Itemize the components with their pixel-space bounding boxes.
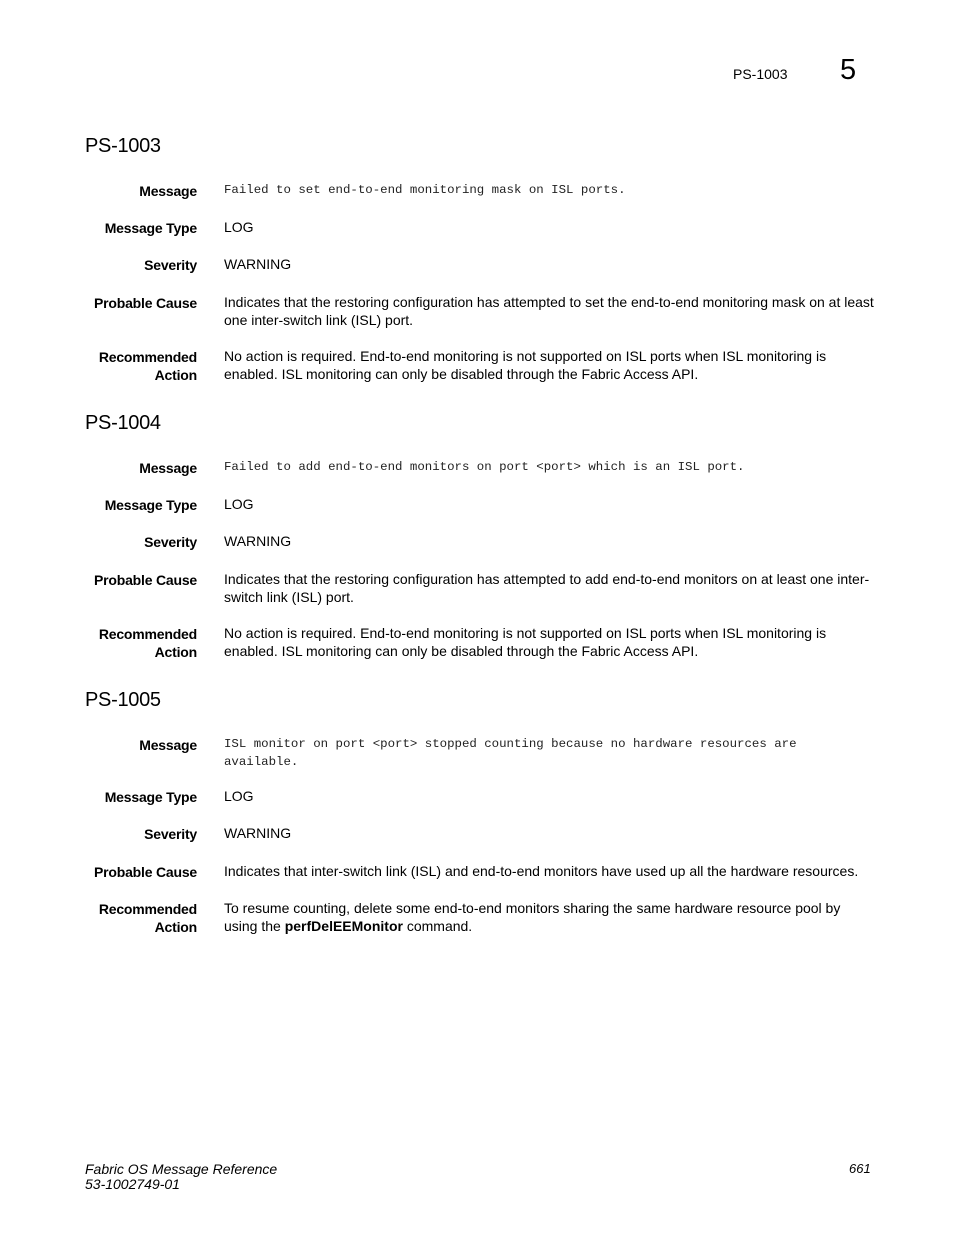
severity-label: Severity [144,534,197,550]
severity-value: WARNING [224,533,292,549]
severity-label: Severity [144,826,197,842]
message-label: Message [139,183,197,199]
chapter-number: 5 [840,54,857,86]
recommended-label-line1: Recommended [98,901,197,917]
message-label: Message [139,737,197,753]
running-head [0,54,954,94]
message-type-value: LOG [224,788,254,804]
recommended-label-line1: Recommended [98,349,197,365]
message-type-value: LOG [224,496,254,512]
message-text: Failed to set end-to-end monitoring mask on ISL ports. [224,183,626,197]
recommended-action-text: No action is required. End-to-end monitoring is not supported on ISL ports when ISL monitoring is enabled. ISL monitoring can only be disabled through the Fabric Access API. [224,625,827,659]
message-type-label: Message Type [104,789,197,805]
recommended-action-label [60,348,197,384]
recommended-action-text [224,900,874,935]
recommended-action-label [60,900,197,936]
severity-label: Severity [144,257,197,273]
recommended-action-label [60,625,197,661]
section-title: PS-1003 [85,135,161,157]
probable-cause-label: Probable Cause [93,295,197,311]
message-label: Message [139,460,197,476]
recommended-action-pre: To resume counting, delete some end-to-end monitors sharing the same hardware resource pool by using the [224,900,841,934]
probable-cause-text: Indicates that the restoring configuration has attempted to add end-to-end monitors on at least one inter-switch link (ISL) port. [224,571,870,605]
running-head-label: PS-1003 [733,66,788,82]
message-type-label: Message Type [104,220,197,236]
message-type-label: Message Type [104,497,197,513]
probable-cause-text: Indicates that inter-switch link (ISL) and end-to-end monitors have used up all the hardware resources. [224,863,859,879]
recommended-label-line2: Action [154,919,197,935]
recommended-label-line1: Recommended [98,626,197,642]
footer-doc-title: Fabric OS Message Reference [85,1161,278,1177]
footer-page-number: 661 [849,1161,871,1176]
probable-cause-label: Probable Cause [93,864,197,880]
recommended-action-post: command. [402,917,473,934]
message-text: ISL monitor on port <port> stopped counting because no hardware resources are available. [224,737,797,769]
probable-cause-label: Probable Cause [93,572,197,588]
section-title: PS-1004 [85,412,161,434]
command-name: perfDelEEMonitor [284,917,403,934]
severity-value: WARNING [224,825,292,841]
footer-doc-number: 53-1002749-01 [85,1176,180,1192]
recommended-label-line2: Action [154,644,197,660]
message-type-value: LOG [224,219,254,235]
recommended-label-line2: Action [154,367,197,383]
recommended-action-text: No action is required. End-to-end monitoring is not supported on ISL ports when ISL monitoring is enabled. ISL monitoring can only be disabled through the Fabric Access API. [224,348,827,382]
probable-cause-text: Indicates that the restoring configuration has attempted to set the end-to-end monitoring mask on at least one inter-switch link (ISL) port. [224,294,874,328]
message-text: Failed to add end-to-end monitors on port <port> which is an ISL port. [224,460,745,474]
severity-value: WARNING [224,256,292,272]
section-title: PS-1005 [85,689,161,711]
